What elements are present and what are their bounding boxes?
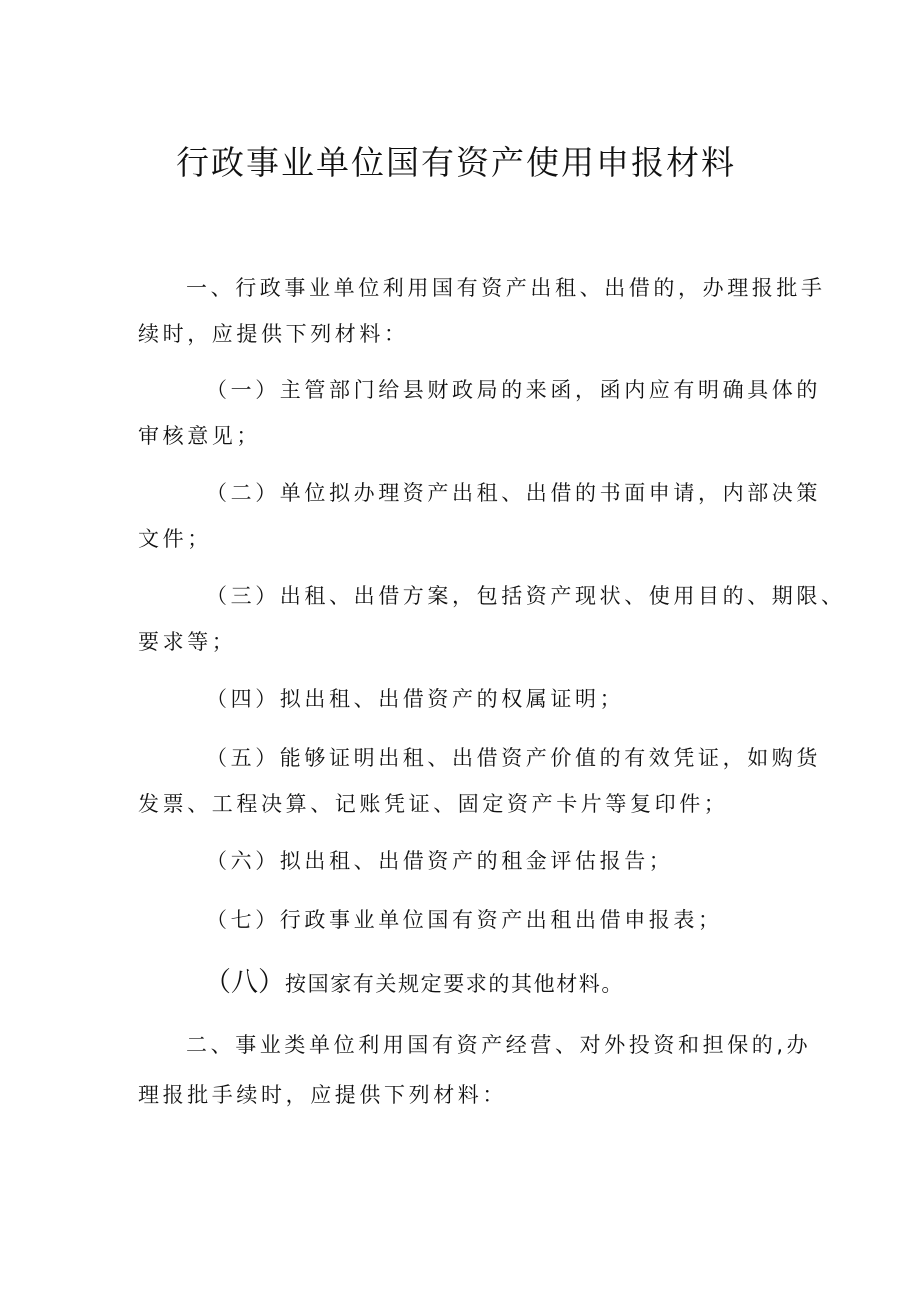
section1-heading-line1: 一、行政事业单位利用国有资产出租、出借的，办理报批手 [186,276,826,300]
item-3-line2: 要求等； [138,630,237,654]
document-title: 行政事业单位国有资产使用申报材料 [176,143,736,182]
section2-heading-line1: 二、事业类单位利用国有资产经营、对外投资和担保的,办 [186,1033,812,1057]
item-8-text: 按国家有关规定要求的其他材料。 [285,972,624,996]
item-2-line2: 文件； [138,527,212,551]
item-7-line1: （七）行政事业单位国有资产出租出借申报表； [206,908,723,932]
section2-heading-line2: 理报批手续时，应提供下列材料： [138,1083,507,1107]
item-5-line1: （五）能够证明出租、出借资产价值的有效凭证，如购货 [206,746,821,770]
item-1-line2: 审核意见； [138,424,261,448]
item-2-line1: （二）单位拟办理资产出租、出借的书面申请，内部决策 [206,481,821,505]
item-5-line2: 发票、工程决算、记账凭证、固定资产卡片等复印件； [138,792,729,816]
item-8 [204,967,624,1000]
item-8-marker: （八） [204,967,285,998]
item-6-line1: （六）拟出租、出借资产的租金评估报告； [206,849,674,873]
item-3-line1: （三）出租、出借方案，包括资产现状、使用目的、期限、 [206,584,846,608]
item-4-line1: （四）拟出租、出借资产的权属证明； [206,687,625,711]
section1-heading-line2: 续时，应提供下列材料： [138,322,409,346]
item-1-line1: （一）主管部门给县财政局的来函，函内应有明确具体的 [206,378,821,402]
